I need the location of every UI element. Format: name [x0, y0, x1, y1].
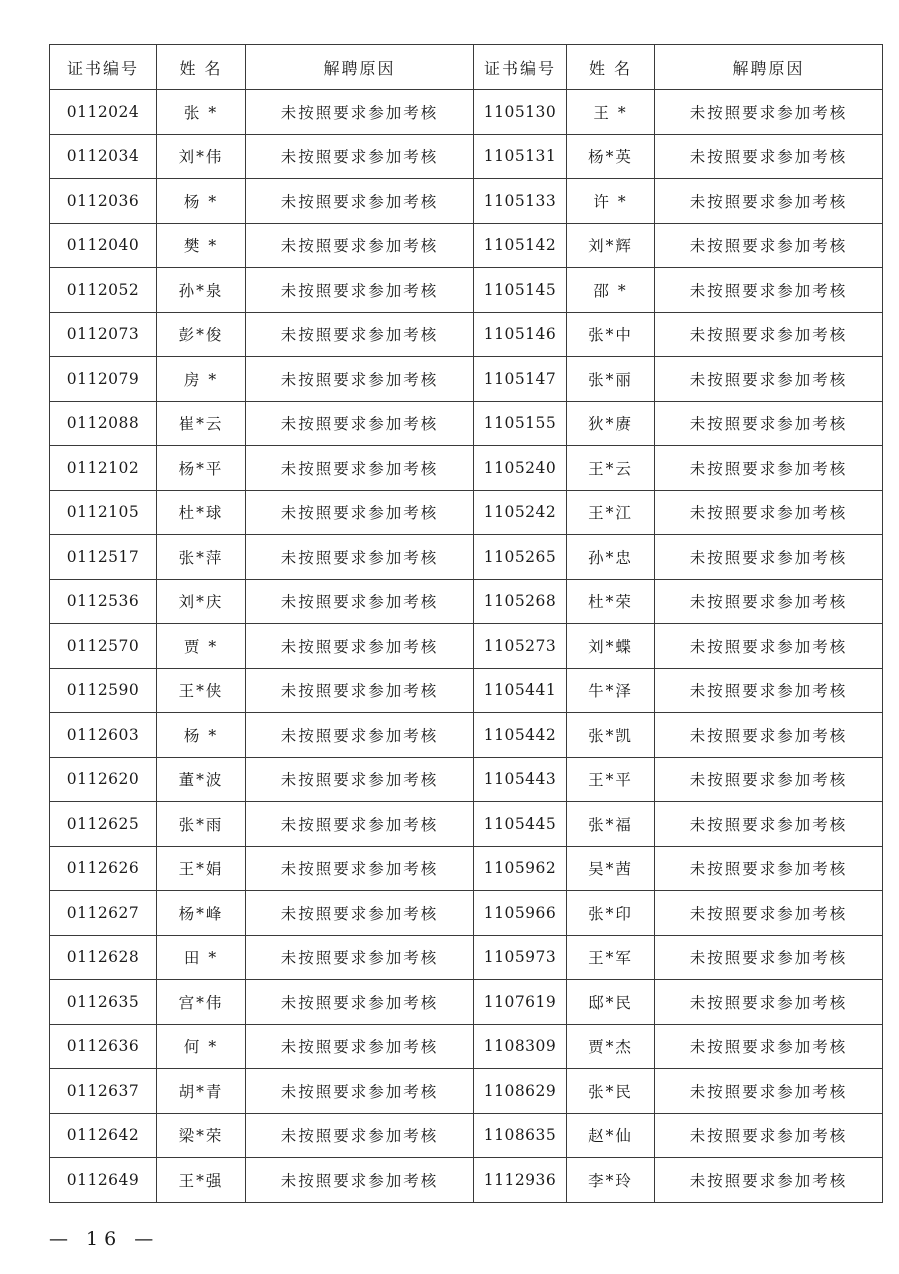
- certificate-number-cell: 0112628: [50, 935, 157, 980]
- certificate-number-cell: 1105131: [474, 134, 567, 179]
- name-cell: 刘*蝶: [567, 624, 655, 669]
- certificate-number-cell: 1105966: [474, 891, 567, 936]
- table-row: [50, 357, 883, 402]
- dismissal-reason-cell: 未按照要求参加考核: [655, 802, 883, 847]
- certificate-number-cell: 0112536: [50, 579, 157, 624]
- name-cell: 何 *: [157, 1024, 246, 1069]
- table-row: [50, 846, 883, 891]
- name-cell: 王*军: [567, 935, 655, 980]
- dismissal-reason-cell: 未按照要求参加考核: [246, 90, 474, 135]
- name-cell: 杨*峰: [157, 891, 246, 936]
- name-cell: 狄*赓: [567, 401, 655, 446]
- dismissal-reason-cell: 未按照要求参加考核: [246, 179, 474, 224]
- name-cell: 房 *: [157, 357, 246, 402]
- table-row: [50, 802, 883, 847]
- certificate-number-cell: 0112649: [50, 1158, 157, 1203]
- certificate-number-cell: 0112625: [50, 802, 157, 847]
- name-cell: 刘*辉: [567, 223, 655, 268]
- table-row: [50, 713, 883, 758]
- dismissal-reason-cell: 未按照要求参加考核: [246, 535, 474, 580]
- table-row: [50, 757, 883, 802]
- dismissal-reason-cell: 未按照要求参加考核: [655, 757, 883, 802]
- certificate-number-cell: 1105273: [474, 624, 567, 669]
- certificate-number-cell: 1105146: [474, 312, 567, 357]
- dismissal-reason-cell: 未按照要求参加考核: [655, 312, 883, 357]
- certificate-number-cell: 1105268: [474, 579, 567, 624]
- dismissal-reason-cell: 未按照要求参加考核: [246, 312, 474, 357]
- header-dismissal-reason: 解聘原因: [246, 45, 474, 90]
- certificate-number-cell: 0112036: [50, 179, 157, 224]
- name-cell: 王*娟: [157, 846, 246, 891]
- table-row: [50, 90, 883, 135]
- certificate-number-cell: 0112052: [50, 268, 157, 313]
- name-cell: 崔*云: [157, 401, 246, 446]
- dismissal-reason-cell: 未按照要求参加考核: [655, 179, 883, 224]
- dismissal-reason-cell: 未按照要求参加考核: [655, 223, 883, 268]
- dismissal-reason-cell: 未按照要求参加考核: [655, 90, 883, 135]
- name-cell: 吴*茜: [567, 846, 655, 891]
- dismissal-reason-cell: 未按照要求参加考核: [246, 1069, 474, 1114]
- table-row: [50, 624, 883, 669]
- table-row: [50, 401, 883, 446]
- dismissal-reason-cell: 未按照要求参加考核: [246, 357, 474, 402]
- name-cell: 李*玲: [567, 1158, 655, 1203]
- certificate-number-cell: 0112636: [50, 1024, 157, 1069]
- dismissal-reason-cell: 未按照要求参加考核: [246, 757, 474, 802]
- dismissal-reason-cell: 未按照要求参加考核: [655, 490, 883, 535]
- name-cell: 杨*平: [157, 446, 246, 491]
- certificate-number-cell: 0112635: [50, 980, 157, 1025]
- certificate-number-cell: 0112088: [50, 401, 157, 446]
- dismissal-reason-cell: 未按照要求参加考核: [655, 1024, 883, 1069]
- table-row: [50, 980, 883, 1025]
- certificate-number-cell: 0112102: [50, 446, 157, 491]
- dismissal-reason-cell: 未按照要求参加考核: [655, 268, 883, 313]
- dismissal-reason-cell: 未按照要求参加考核: [655, 713, 883, 758]
- dismissal-reason-cell: 未按照要求参加考核: [655, 401, 883, 446]
- dismissal-reason-cell: 未按照要求参加考核: [246, 1024, 474, 1069]
- certificate-number-cell: 1105265: [474, 535, 567, 580]
- table-row: [50, 1113, 883, 1158]
- certificate-number-cell: 0112626: [50, 846, 157, 891]
- header-certificate-number: 证书编号: [50, 45, 157, 90]
- dismissal-reason-cell: 未按照要求参加考核: [246, 223, 474, 268]
- name-cell: 邵 *: [567, 268, 655, 313]
- name-cell: 牛*泽: [567, 668, 655, 713]
- name-cell: 樊 *: [157, 223, 246, 268]
- certificate-number-cell: 1108629: [474, 1069, 567, 1114]
- certificate-number-cell: 1105973: [474, 935, 567, 980]
- name-cell: 张*丽: [567, 357, 655, 402]
- certificate-number-cell: 1105145: [474, 268, 567, 313]
- certificate-number-cell: 1105142: [474, 223, 567, 268]
- name-cell: 刘*伟: [157, 134, 246, 179]
- certificate-number-cell: 0112590: [50, 668, 157, 713]
- dismissal-reason-cell: 未按照要求参加考核: [246, 935, 474, 980]
- certificate-number-cell: 0112637: [50, 1069, 157, 1114]
- name-cell: 王 *: [567, 90, 655, 135]
- table-row: [50, 1158, 883, 1203]
- dismissal-reason-cell: 未按照要求参加考核: [655, 579, 883, 624]
- table-row: [50, 1069, 883, 1114]
- certificate-number-cell: 0112079: [50, 357, 157, 402]
- table-row: [50, 891, 883, 936]
- name-cell: 田 *: [157, 935, 246, 980]
- dismissal-reason-cell: 未按照要求参加考核: [246, 624, 474, 669]
- certificate-number-cell: 1105442: [474, 713, 567, 758]
- name-cell: 张*凯: [567, 713, 655, 758]
- certificate-number-cell: 0112620: [50, 757, 157, 802]
- dismissal-reason-cell: 未按照要求参加考核: [246, 268, 474, 313]
- name-cell: 张*福: [567, 802, 655, 847]
- name-cell: 许 *: [567, 179, 655, 224]
- table-row: [50, 268, 883, 313]
- name-cell: 王*强: [157, 1158, 246, 1203]
- dismissal-reason-cell: 未按照要求参加考核: [655, 891, 883, 936]
- name-cell: 彭*俊: [157, 312, 246, 357]
- name-cell: 王*云: [567, 446, 655, 491]
- dismissal-reason-cell: 未按照要求参加考核: [655, 935, 883, 980]
- dismissal-reason-cell: 未按照要求参加考核: [246, 1158, 474, 1203]
- certificate-number-cell: 1112936: [474, 1158, 567, 1203]
- table-row: [50, 935, 883, 980]
- certificate-number-cell: 0112570: [50, 624, 157, 669]
- name-cell: 胡*青: [157, 1069, 246, 1114]
- name-cell: 赵*仙: [567, 1113, 655, 1158]
- certificate-number-cell: 1105155: [474, 401, 567, 446]
- certificate-number-cell: 1108635: [474, 1113, 567, 1158]
- table-body: [50, 90, 883, 1203]
- name-cell: 贾 *: [157, 624, 246, 669]
- certificate-number-cell: 1105962: [474, 846, 567, 891]
- certificate-number-cell: 0112024: [50, 90, 157, 135]
- name-cell: 梁*荣: [157, 1113, 246, 1158]
- table-row: [50, 1024, 883, 1069]
- certificate-number-cell: 1105240: [474, 446, 567, 491]
- header-name: 姓 名: [567, 45, 655, 90]
- name-cell: 杨 *: [157, 179, 246, 224]
- certificate-number-cell: 0112034: [50, 134, 157, 179]
- name-cell: 刘*庆: [157, 579, 246, 624]
- dismissal-reason-cell: 未按照要求参加考核: [246, 713, 474, 758]
- table-row: [50, 579, 883, 624]
- name-cell: 邸*民: [567, 980, 655, 1025]
- dismissal-reason-cell: 未按照要求参加考核: [655, 535, 883, 580]
- certificate-number-cell: 0112040: [50, 223, 157, 268]
- table-row: [50, 179, 883, 224]
- header-name: 姓 名: [157, 45, 246, 90]
- dismissal-reason-cell: 未按照要求参加考核: [246, 846, 474, 891]
- certificate-number-cell: 1105147: [474, 357, 567, 402]
- dismissal-reason-cell: 未按照要求参加考核: [655, 980, 883, 1025]
- page-number: — 16 —: [49, 1228, 160, 1250]
- dismissal-reason-cell: 未按照要求参加考核: [246, 1113, 474, 1158]
- name-cell: 张*萍: [157, 535, 246, 580]
- dismissal-reason-cell: 未按照要求参加考核: [655, 1158, 883, 1203]
- dismissal-reason-cell: 未按照要求参加考核: [246, 891, 474, 936]
- name-cell: 孙*泉: [157, 268, 246, 313]
- name-cell: 杜*荣: [567, 579, 655, 624]
- name-cell: 张*印: [567, 891, 655, 936]
- name-cell: 孙*忠: [567, 535, 655, 580]
- header-certificate-number: 证书编号: [474, 45, 567, 90]
- dismissal-reason-cell: 未按照要求参加考核: [655, 624, 883, 669]
- dismissal-reason-cell: 未按照要求参加考核: [246, 446, 474, 491]
- certificate-number-cell: 0112517: [50, 535, 157, 580]
- dismissal-reason-cell: 未按照要求参加考核: [246, 668, 474, 713]
- name-cell: 杨 *: [157, 713, 246, 758]
- certificate-number-cell: 1105445: [474, 802, 567, 847]
- dismissal-reason-cell: 未按照要求参加考核: [655, 446, 883, 491]
- table-header-row: [50, 45, 883, 90]
- certificate-number-cell: 1105443: [474, 757, 567, 802]
- table-row: [50, 535, 883, 580]
- name-cell: 董*波: [157, 757, 246, 802]
- certificate-number-cell: 1105242: [474, 490, 567, 535]
- dismissal-reason-cell: 未按照要求参加考核: [655, 1069, 883, 1114]
- dismissal-reason-cell: 未按照要求参加考核: [246, 134, 474, 179]
- dismissal-reason-cell: 未按照要求参加考核: [246, 490, 474, 535]
- table-row: [50, 668, 883, 713]
- dismissal-reason-cell: 未按照要求参加考核: [655, 1113, 883, 1158]
- certificate-number-cell: 1105130: [474, 90, 567, 135]
- certificate-number-cell: 0112642: [50, 1113, 157, 1158]
- dismissal-reason-cell: 未按照要求参加考核: [246, 579, 474, 624]
- name-cell: 王*平: [567, 757, 655, 802]
- dismissal-reason-cell: 未按照要求参加考核: [246, 401, 474, 446]
- certificate-number-cell: 0112627: [50, 891, 157, 936]
- header-dismissal-reason: 解聘原因: [655, 45, 883, 90]
- dismissal-reason-cell: 未按照要求参加考核: [246, 980, 474, 1025]
- dismissal-reason-cell: 未按照要求参加考核: [655, 846, 883, 891]
- name-cell: 王*侠: [157, 668, 246, 713]
- table-row: [50, 223, 883, 268]
- name-cell: 张*雨: [157, 802, 246, 847]
- certificate-number-cell: 1107619: [474, 980, 567, 1025]
- certificate-number-cell: 0112105: [50, 490, 157, 535]
- dismissal-reason-cell: 未按照要求参加考核: [246, 802, 474, 847]
- dismissal-reason-cell: 未按照要求参加考核: [655, 357, 883, 402]
- certificate-number-cell: 0112073: [50, 312, 157, 357]
- name-cell: 杜*球: [157, 490, 246, 535]
- certificate-number-cell: 1105133: [474, 179, 567, 224]
- dismissal-table: [49, 44, 883, 1203]
- certificate-number-cell: 0112603: [50, 713, 157, 758]
- name-cell: 张*民: [567, 1069, 655, 1114]
- certificate-number-cell: 1105441: [474, 668, 567, 713]
- name-cell: 宫*伟: [157, 980, 246, 1025]
- table-row: [50, 134, 883, 179]
- table-row: [50, 446, 883, 491]
- dismissal-reason-cell: 未按照要求参加考核: [655, 668, 883, 713]
- name-cell: 张*中: [567, 312, 655, 357]
- name-cell: 王*江: [567, 490, 655, 535]
- name-cell: 杨*英: [567, 134, 655, 179]
- table-row: [50, 490, 883, 535]
- certificate-number-cell: 1108309: [474, 1024, 567, 1069]
- name-cell: 贾*杰: [567, 1024, 655, 1069]
- name-cell: 张 *: [157, 90, 246, 135]
- dismissal-reason-cell: 未按照要求参加考核: [655, 134, 883, 179]
- table-row: [50, 312, 883, 357]
